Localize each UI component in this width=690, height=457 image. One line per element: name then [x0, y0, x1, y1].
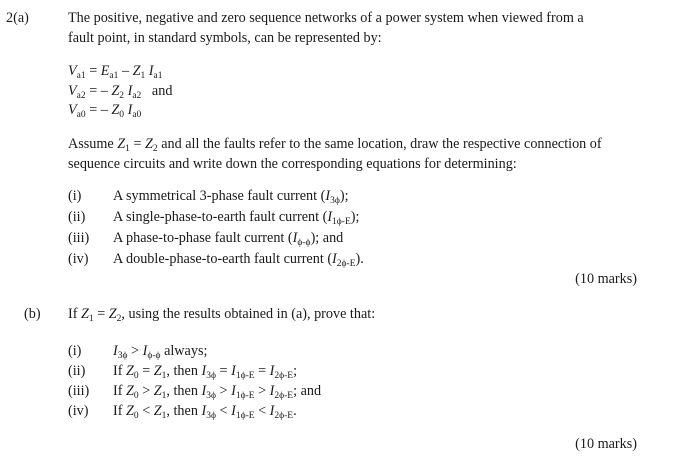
- assume-word: Assume: [68, 136, 114, 152]
- assume-line-2: sequence circuits and write down the corresponding equations for determining:: [68, 156, 517, 172]
- item-b-iii-number: (iii): [68, 383, 90, 399]
- item-b-ii: If $Z_0 = Z_1$, then $I_{3\phi} = I_{1\phi-E} = I_{2\phi-E}$;: [113, 363, 298, 381]
- item-b-iv: If $Z_0 < Z_1$, then $I_{3\phi} < I_{1\phi-E} < I_{2\phi-E}$.: [113, 403, 297, 421]
- intro-line-1: The positive, negative and zero sequence networks of a power system when viewed from a: [68, 10, 584, 26]
- equation-v2: $V_{a2}$ = – $Z_2$ $I_{a2}$ and: [68, 83, 173, 101]
- item-a-ii-number: (ii): [68, 209, 86, 225]
- item-b-i-tail: always;: [164, 343, 208, 359]
- intro-b: If $Z_1 = Z_2$, using the results obtained in (a), prove that:: [68, 306, 376, 324]
- assume-line-1: Assume $Z_1 = Z_2$ and all the faults refer to the same location, draw the respective connection of: [68, 136, 602, 154]
- item-a-iii: A phase-to-phase fault current $(I_{\phi-\phi})$; and: [113, 230, 344, 248]
- equation-v1: $V_{a1} = E_{a1} - Z_1$ $I_{a1}$: [68, 63, 163, 81]
- item-a-ii: A single-phase-to-earth fault current $(I_{1\phi-E})$;: [113, 209, 360, 227]
- question-label-2a: 2(a): [6, 10, 29, 26]
- item-a-iv-text: A double-phase-to-earth fault current: [113, 251, 324, 267]
- intro-paragraph: [68, 8, 668, 48]
- item-b-ii-number: (ii): [68, 363, 86, 379]
- item-b-iii-tail: and: [300, 383, 322, 399]
- item-b-iv-number: (iv): [68, 403, 89, 419]
- item-b-ii-then: then: [173, 363, 198, 379]
- marks-b: (10 marks): [575, 436, 637, 452]
- assume-line-1-text: and all the faults refer to the same location, draw the respective connection of: [161, 136, 602, 152]
- assume-paragraph: [68, 134, 668, 174]
- item-a-ii-text: A single-phase-to-earth fault current: [113, 209, 320, 225]
- item-b-iii: If $Z_0 > Z_1$, then $I_{3\phi} > I_{1\phi-E} > I_{2\phi-E}$; and: [113, 383, 322, 401]
- item-b-iii-then: then: [173, 383, 198, 399]
- item-a-i-number: (i): [68, 188, 82, 204]
- item-b-i-number: (i): [68, 343, 82, 359]
- item-a-i-text: A symmetrical 3-phase fault current: [113, 188, 318, 204]
- item-a-iii-text: A phase-to-phase fault current: [113, 230, 285, 246]
- intro-b-rest: , using the results obtained in (a), prove that:: [121, 306, 376, 322]
- question-label-b: (b): [24, 306, 41, 322]
- item-b-iv-then: then: [173, 403, 198, 419]
- marks-a: (10 marks): [575, 271, 637, 287]
- item-a-iv: A double-phase-to-earth fault current $(I_{2\phi-E})$.: [113, 251, 364, 269]
- equation-and-word: and: [151, 83, 173, 99]
- intro-b-if: If: [68, 306, 78, 322]
- equation-v0: $V_{a0}$ = – $Z_0$ $I_{a0}$: [68, 102, 142, 120]
- intro-line-2: fault point, in standard symbols, can be represented by:: [68, 30, 382, 46]
- item-a-iv-number: (iv): [68, 251, 89, 267]
- item-a-iii-number: (iii): [68, 230, 90, 246]
- item-a-i: A symmetrical 3-phase fault current $(I_{3\phi})$;: [113, 188, 349, 206]
- item-b-i: $I_{3\phi} > I_{\phi-\phi}$ always;: [113, 343, 208, 361]
